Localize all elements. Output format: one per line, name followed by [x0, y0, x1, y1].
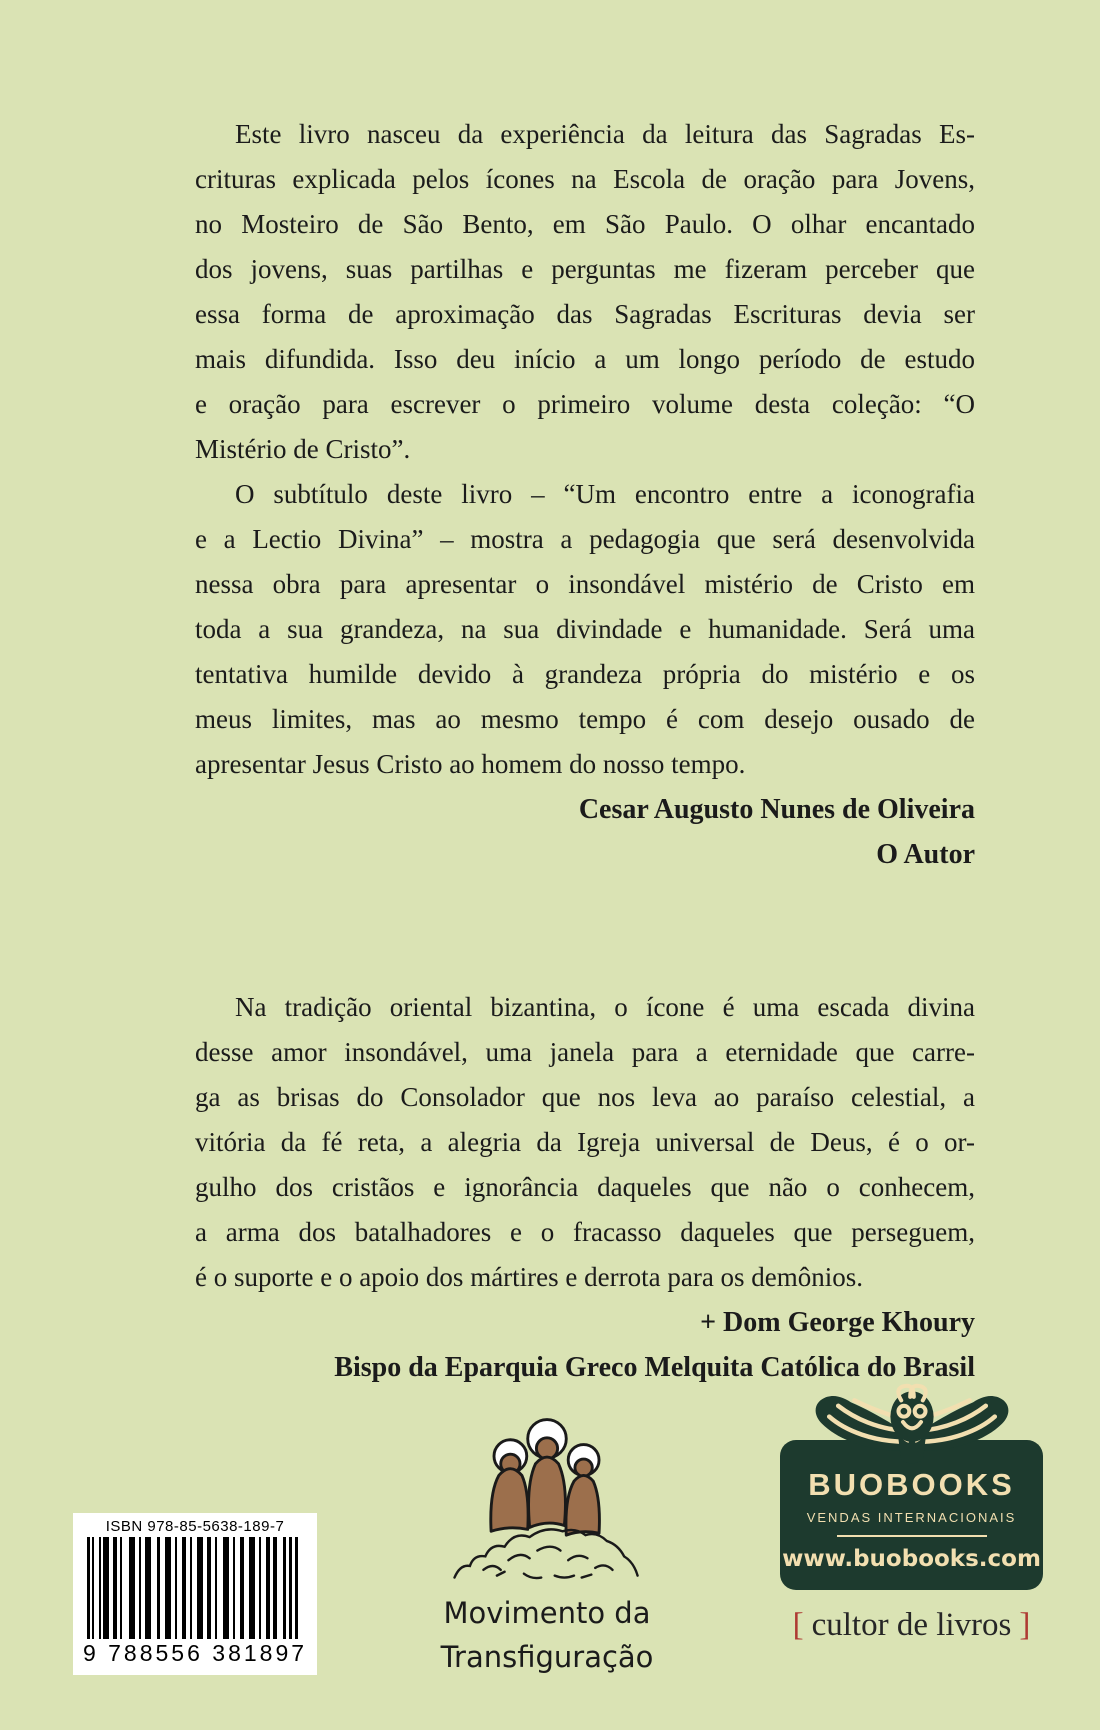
transfiguration-figures-icon [441, 1383, 653, 1589]
author-excerpt-block [195, 112, 975, 877]
paragraph-1 [195, 112, 975, 472]
text-line: desse amor insondável, uma janela para a eternidade que carre- [195, 1037, 975, 1067]
text-line: tentativa humilde devido à grandeza própria do mistério e os [195, 659, 975, 689]
isbn-label: ISBN 978-85-5638-189-7 [105, 1518, 285, 1535]
text-line: vitória da fé reta, a alegria da Igreja universal de Deus, é o or- [195, 1127, 975, 1157]
text-line: meus limites, mas ao mesmo tempo é com desejo ousado de [195, 704, 975, 734]
text-line: no Mosteiro de São Bento, em São Paulo. O olhar encantado [195, 209, 975, 239]
isbn-digits: 9 788556 381897 [82, 1640, 308, 1666]
author-name: Cesar Augusto Nunes de Oliveira [578, 794, 975, 825]
author-title: O Autor [876, 839, 975, 870]
text-line: essa forma de aproximação das Sagradas Escrituras devia ser [195, 299, 975, 329]
text-line: dos jovens, suas partilhas e perguntas me fizeram perceber que [195, 254, 975, 284]
text-line: toda a sua grandeza, na sua divindade e humanidade. Será uma [195, 614, 975, 644]
text-line: mais difundida. Isso deu início a um longo período de estudo [195, 344, 975, 374]
isbn-barcode [73, 1513, 317, 1675]
buobooks-owl-book-icon [804, 1380, 1020, 1464]
imprint-cultor-de-livros [780, 1607, 1043, 1644]
movement-name-line2: Transfiguração [440, 1640, 654, 1674]
buobooks-tagline: VENDAS INTERNACIONAIS [806, 1510, 1017, 1525]
text-line: O subtítulo deste livro – “Um encontro entre a iconografia [235, 479, 975, 509]
transfiguration-logo [397, 1383, 697, 1679]
text-line: crituras explicada pelos ícones na Escola de oração para Jovens, [195, 164, 975, 194]
text-line: Este livro nasceu da experiência da leitura das Sagradas Es- [235, 119, 975, 149]
text-line: e a Lectio Divina” – mostra a pedagogia que será desenvolvida [195, 524, 975, 554]
paragraph-2 [195, 472, 975, 787]
endorser-name: + Dom George Khoury [700, 1307, 975, 1338]
imprint-text: cultor de livros [811, 1607, 1012, 1643]
divider [837, 1535, 987, 1537]
imprint-open-bracket: [ [792, 1607, 804, 1643]
text-line: ga as brisas do Consolador que nos leva ao paraíso celestial, a [195, 1082, 975, 1112]
text-line: Mistério de Cristo”. [195, 434, 411, 464]
buobooks-url: www.buobooks.com [782, 1546, 1041, 1572]
text-line: e oração para escrever o primeiro volume desta coleção: “O [195, 389, 975, 419]
text-line: apresentar Jesus Cristo ao homem do nosso tempo. [195, 749, 746, 779]
barcode-bars-icon [87, 1537, 303, 1639]
text-line: a arma dos batalhadores e o fracasso daqueles que perseguem, [195, 1217, 975, 1247]
text-line: é o suporte e o apoio dos mártires e derrota para os demônios. [195, 1262, 864, 1292]
endorser-title: Bispo da Eparquia Greco Melquita Católica do Brasil [334, 1352, 975, 1383]
movement-name-line1: Movimento da [443, 1596, 651, 1630]
movement-name [397, 1591, 697, 1679]
endorsement-excerpt-block [195, 985, 975, 1390]
text-line: gulho dos cristãos e ignorância daqueles que não o conhecem, [195, 1172, 975, 1202]
buobooks-name: BUOBOOKS [808, 1467, 1015, 1502]
text-line: Na tradição oriental bizantina, o ícone é uma escada divina [235, 992, 975, 1022]
imprint-close-bracket: ] [1019, 1607, 1031, 1643]
text-line: nessa obra para apresentar o insondável mistério de Cristo em [195, 569, 975, 599]
buobooks-block [780, 1380, 1043, 1644]
paragraph-3 [195, 985, 975, 1300]
